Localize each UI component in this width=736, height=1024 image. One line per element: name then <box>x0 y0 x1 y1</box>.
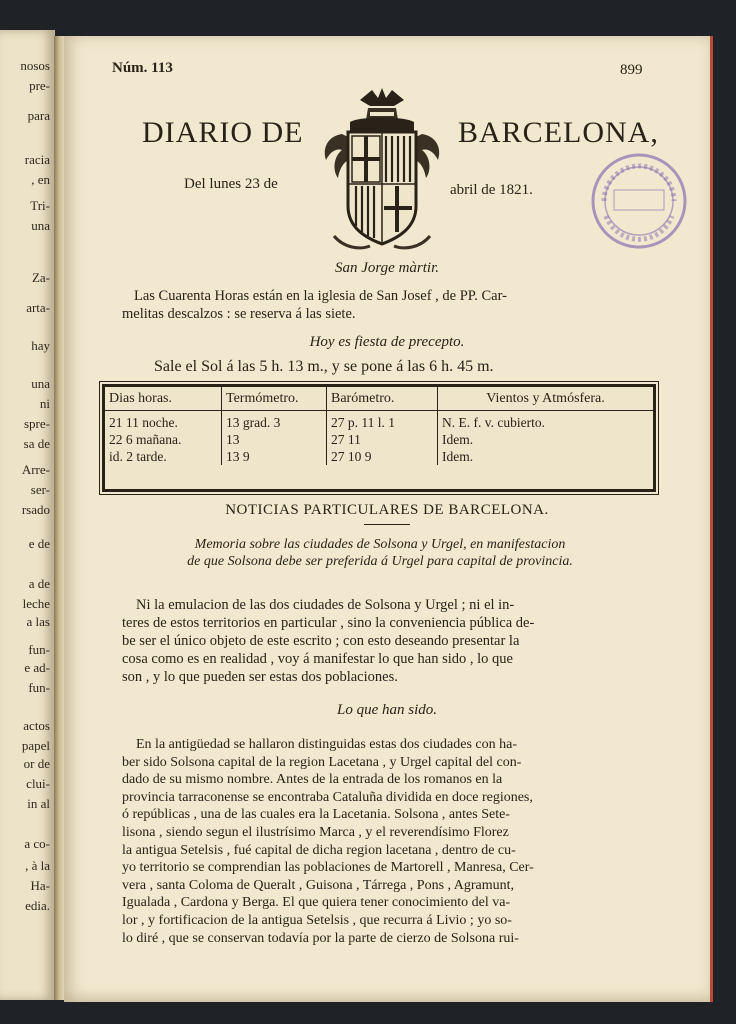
masthead-title-right: BARCELONA, <box>458 116 659 149</box>
masthead-title-left: DIARIO DE <box>142 116 304 149</box>
left-page-line: spre- <box>24 416 50 431</box>
left-page-line: clui- <box>26 776 50 791</box>
cell: 13 grad. 3 <box>222 411 327 432</box>
date-left: Del lunes 23 de <box>184 176 278 192</box>
left-page-line: in al <box>27 796 50 811</box>
weather-header-row <box>105 387 653 411</box>
section-title: NOTICIAS PARTICULARES DE BARCELONA. <box>225 502 549 518</box>
left-page-line: leche <box>22 596 50 611</box>
left-page-line: a de <box>28 576 50 591</box>
col-termometro: Termómetro. <box>222 387 327 411</box>
weather-row <box>105 411 653 432</box>
paragraph-2 <box>122 736 646 947</box>
cell: Idem. <box>442 449 474 464</box>
p1-line: cosa como es en realidad , voy á manifestar lo que han sido , lo que <box>122 651 513 667</box>
left-page-line: para <box>27 108 50 123</box>
newspaper-page <box>64 36 713 1002</box>
subheading: Lo que han sido. <box>336 702 437 718</box>
cell: 27 10 9 <box>327 448 438 465</box>
p2-line: lor , y fortificacion de la antigua Setelsis , que recurra á Livio ; yo so- <box>122 912 512 928</box>
cell: 22 6 mañana. <box>105 431 222 448</box>
left-page-line: actos <box>23 718 50 733</box>
left-page-line: rsado <box>21 502 50 517</box>
weather-row <box>105 448 653 465</box>
col-barometro: Barómetro. <box>327 387 438 411</box>
p2-line: la antigua Setelsis , fué capital de dicha region lacetana , dentro de cu- <box>122 842 516 858</box>
p2-line: lisona , siendo segun el ilustrísimo Marca , y el reverendísimo Florez <box>122 824 509 840</box>
left-page-line: ni <box>39 396 50 411</box>
left-page-line: Ha- <box>30 878 50 893</box>
p1-line: Ni la emulacion de las dos ciudades de Solsona y Urgel ; ni el in- <box>136 597 515 613</box>
coat-of-arms-icon <box>320 86 444 254</box>
left-page-line: hay <box>31 338 50 353</box>
left-page-line: una <box>31 376 50 391</box>
p2-line: En la antigüedad se hallaron distinguidas estas dos ciudades con ha- <box>136 737 518 752</box>
p1-line: teres de estos territorios en particular , sino la conveniencia pública de- <box>122 615 535 631</box>
left-page-line: , à la <box>25 858 50 873</box>
weather-row <box>105 431 653 448</box>
p2-line: ó repúblicas , una de las cuales era la Lacetania. Solsona , antes Sete- <box>122 807 510 823</box>
p2-line: ber sido Solsona capital de la region Lacetana , y Urgel capital del con- <box>122 754 522 770</box>
cell: 27 11 <box>327 431 438 448</box>
cell: 21 11 noche. <box>105 411 222 432</box>
left-page-line: fun- <box>28 642 50 657</box>
left-page-line: papel <box>21 738 50 753</box>
cell: 13 9 <box>222 448 327 465</box>
saint-of-day: San Jorge màrtir. <box>334 260 440 276</box>
cuarenta-horas-line-2: melitas descalzos : se reserva á las siete. <box>122 306 356 322</box>
left-page-line: , en <box>31 172 50 187</box>
cell: 27 p. 11 l. 1 <box>327 411 438 432</box>
p2-line: provincia tarraconense se encontraba Cataluña dividida en doce regiones, <box>122 789 533 805</box>
left-page-line: arta- <box>26 300 50 315</box>
left-facing-page <box>0 30 55 1000</box>
cuarenta-horas-line-1: Las Cuarenta Horas están en la iglesia de San Josef , de PP. Car- <box>134 288 507 304</box>
left-page-line: Za- <box>31 270 50 285</box>
p2-line: Igualada , Cardona y Berga. El que quiera tener conocimiento del va- <box>122 895 511 911</box>
p2-line: lo diré , que se conservan todavía por la parte de cierzo de Solsona rui- <box>122 930 519 946</box>
issue-number: Núm. 113 <box>112 60 173 76</box>
left-page-line: a co- <box>24 836 50 851</box>
memoria-line-2: de que Solsona debe ser preferida á Urgel para capital de provincia. <box>187 554 573 569</box>
cell: id. 2 tarde. <box>105 448 222 465</box>
memoria-heading <box>108 536 652 570</box>
col-vientos: Vientos y Atmósfera. <box>438 387 654 411</box>
left-page-line: e de <box>28 536 50 551</box>
left-page-line: sa de <box>23 436 50 451</box>
left-page-line: a las <box>26 614 50 629</box>
left-page-line: ser- <box>30 482 50 497</box>
left-page-line: nosos <box>20 58 50 73</box>
p2-line: vera , santa Coloma de Queralt , Guisona , Tárrega , Pons , Agramunt, <box>122 877 515 893</box>
fiesta-notice: Hoy es fiesta de precepto. <box>309 334 465 350</box>
page-number: 899 <box>620 62 643 78</box>
p2-line: dado de su mismo nombre. Antes de la entrada de los romanos en la <box>122 772 503 788</box>
left-page-line: pre- <box>29 78 50 93</box>
divider <box>364 524 410 525</box>
p2-line: yo territorio se comprendian las poblaciones de Martorell , Manresa, Cer- <box>122 860 534 876</box>
left-page-line: edia. <box>25 898 50 913</box>
date-right: abril de 1821. <box>450 182 533 198</box>
library-stamp-icon <box>584 146 694 256</box>
sunrise-sunset: Sale el Sol á las 5 h. 13 m., y se pone á las 6 h. 45 m. <box>154 358 494 375</box>
weather-table <box>102 384 656 492</box>
left-page-line: Tri- <box>30 198 50 213</box>
memoria-line-1: Memoria sobre las ciudades de Solsona y Urgel, en manifestacion <box>194 537 566 552</box>
left-page-line: or de <box>23 756 50 771</box>
left-page-line: una <box>31 218 50 233</box>
p1-line: be ser el único objeto de este escrito ; con esto deseando presentar la <box>122 633 520 649</box>
left-page-line: racia <box>24 152 50 167</box>
cell: Idem. <box>442 432 474 447</box>
p1-line: son , y lo que pueden ser estas dos poblaciones. <box>122 669 398 685</box>
cell: 13 <box>222 431 327 448</box>
left-page-line: e ad- <box>24 660 50 675</box>
col-dias-horas: Dias horas. <box>105 387 222 411</box>
left-page-line: fun- <box>28 680 50 695</box>
left-page-line: Arre- <box>21 462 50 477</box>
paragraph-1 <box>122 596 646 686</box>
cell: N. E. f. v. cubierto. <box>442 415 545 430</box>
